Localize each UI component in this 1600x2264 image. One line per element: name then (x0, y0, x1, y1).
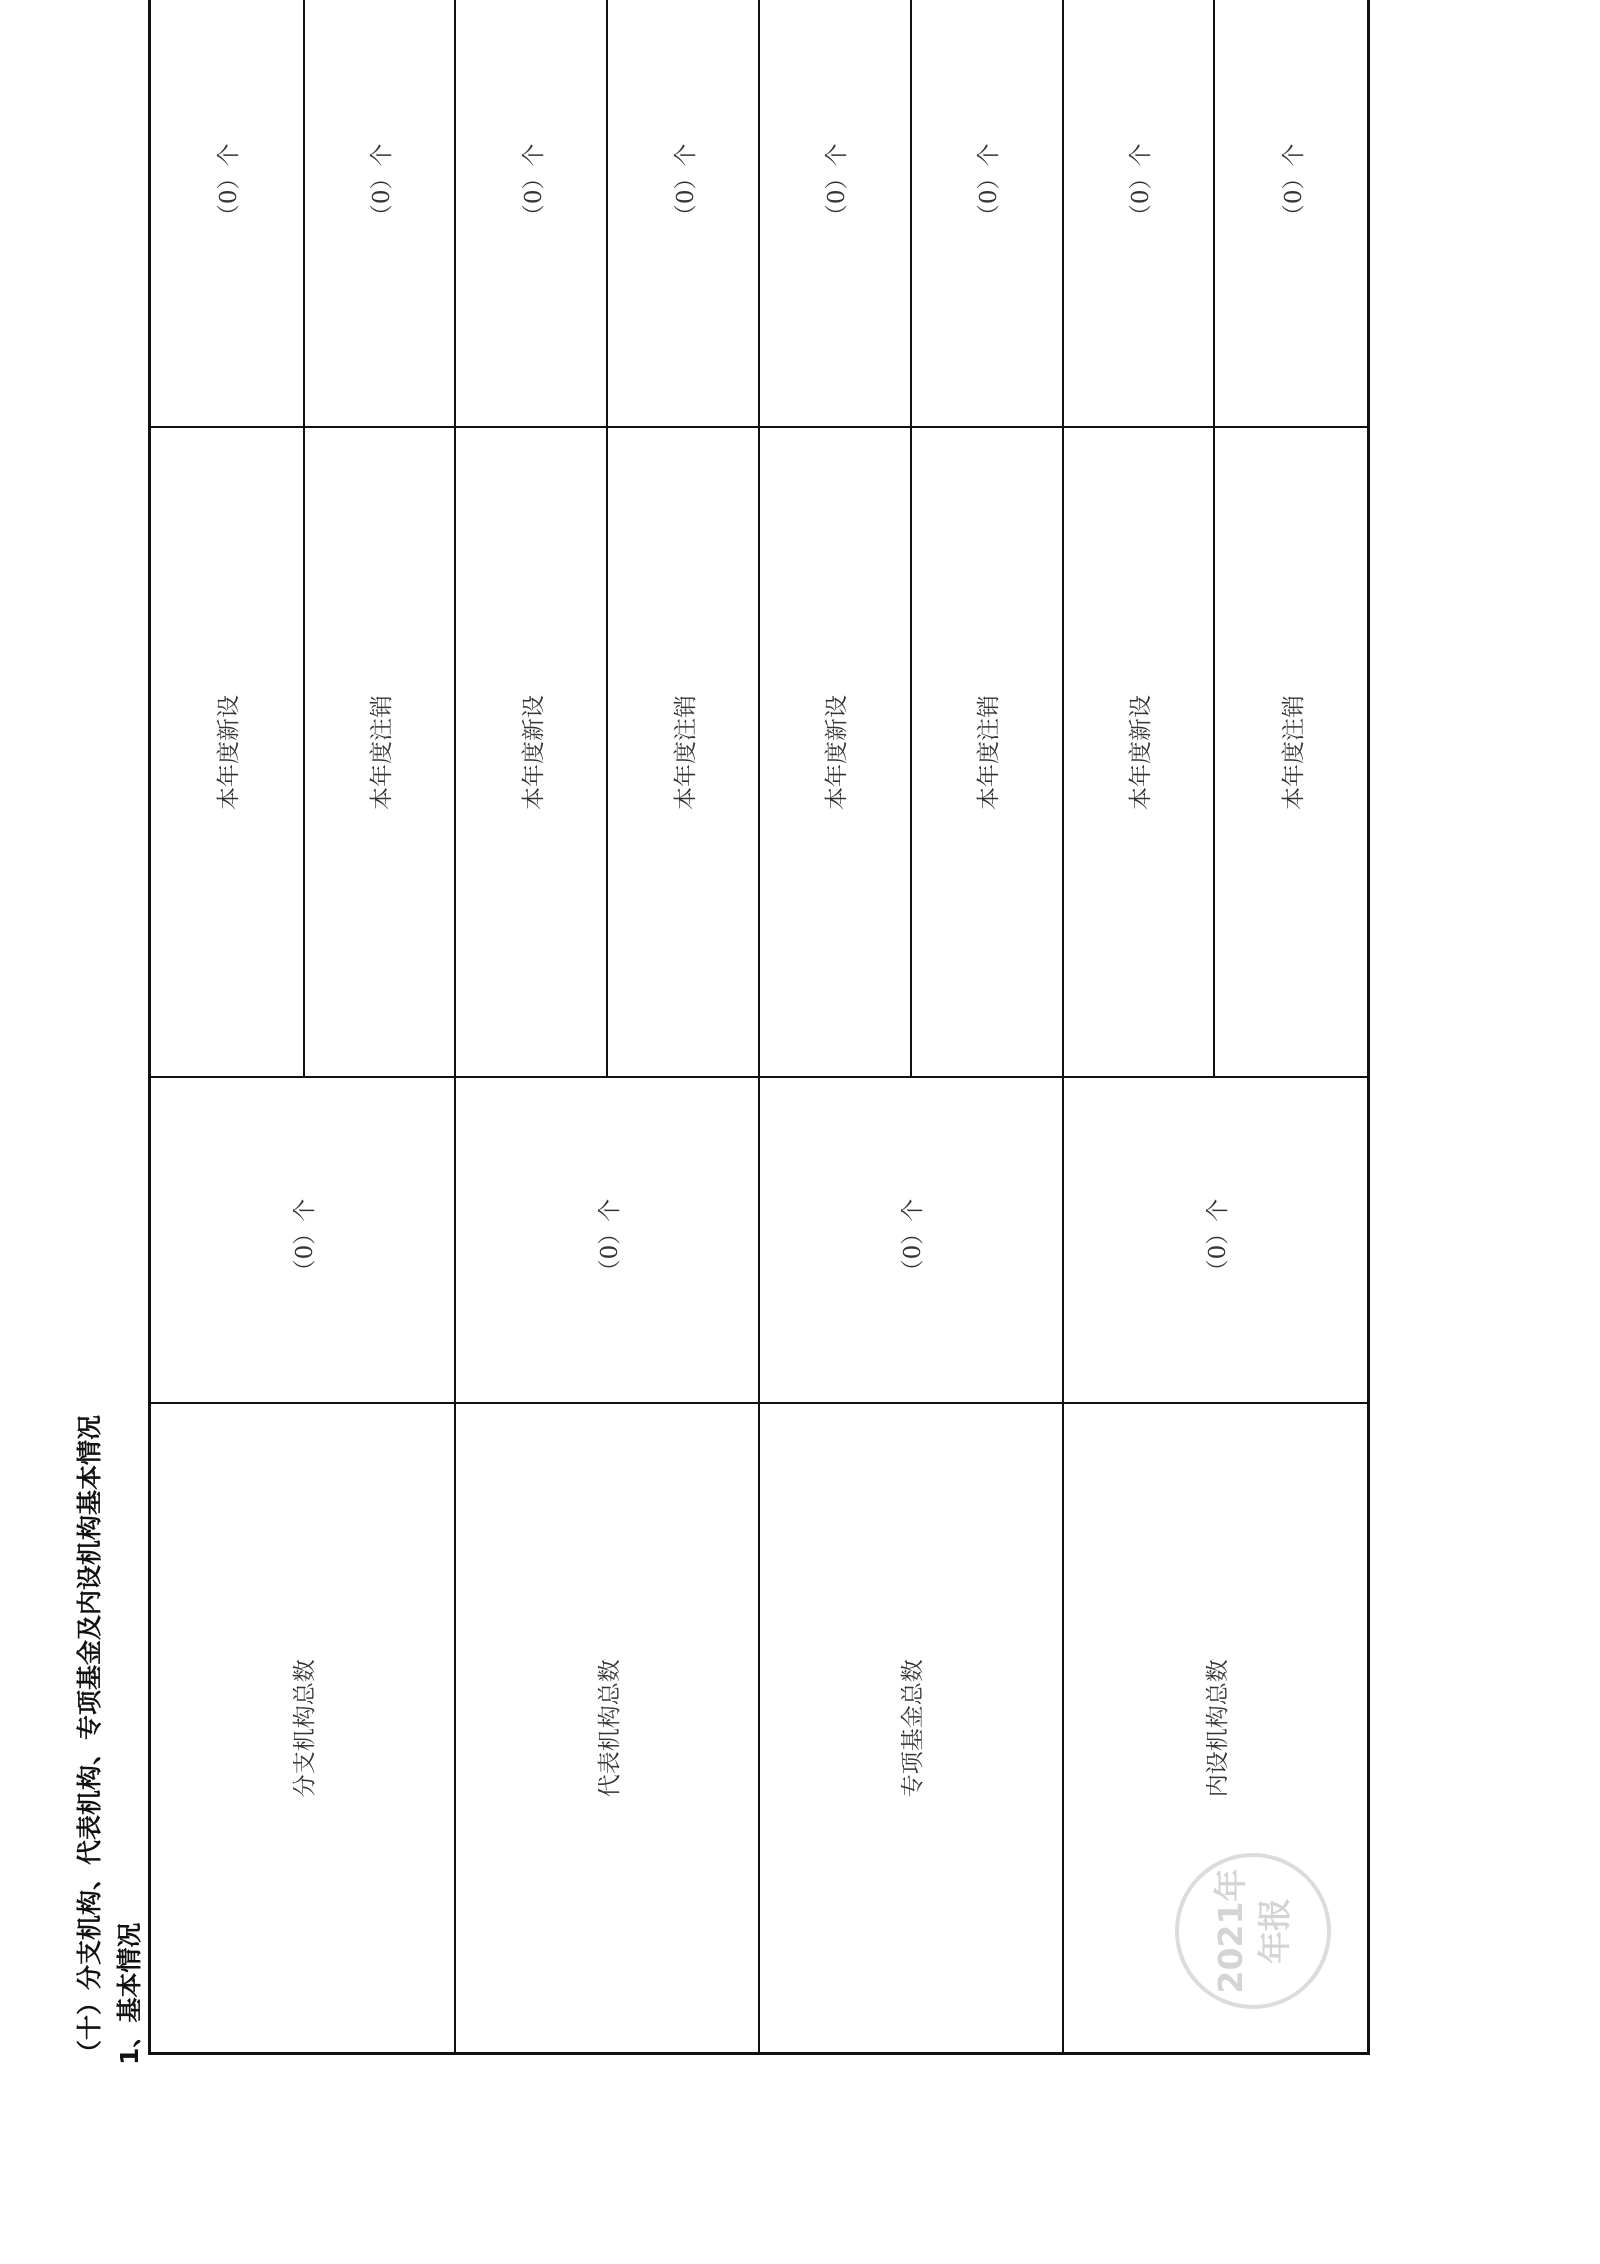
total-value: （0）个 (455, 1078, 759, 1404)
cancel-value: （0）个 (911, 0, 1063, 428)
total-value: （0）个 (1063, 1078, 1369, 1404)
row-label: 专项基金总数 (759, 1404, 1063, 2054)
cancel-value: （0）个 (1214, 0, 1368, 428)
cancel-label: 本年度注销 (607, 428, 759, 1078)
row-label: 内设机构总数 (1063, 1404, 1369, 2054)
total-value: （0）个 (759, 1078, 1063, 1404)
section-heading: （十）分支机构、代表机构、专项基金及内设机构基本情况 (75, 1414, 104, 2065)
institutions-table (148, 0, 1370, 2055)
cancel-value: （0）个 (607, 0, 759, 428)
row-label: 分支机构总数 (150, 1404, 456, 2054)
row-label: 代表机构总数 (455, 1404, 759, 2054)
annual-report-stamp (1175, 1853, 1331, 2009)
new-value: （0）个 (759, 0, 911, 428)
new-label: 本年度新设 (759, 428, 911, 1078)
table-row (1063, 0, 1215, 2054)
cancel-label: 本年度注销 (1214, 428, 1368, 1078)
new-value: （0）个 (1063, 0, 1215, 428)
stamp-line-2: 年报 (1255, 1898, 1294, 1964)
cancel-label: 本年度注销 (304, 428, 456, 1078)
stamp-line-1: 2021年 (1211, 1868, 1250, 1994)
total-value: （0）个 (150, 1078, 456, 1404)
new-label: 本年度新设 (1063, 428, 1215, 1078)
new-value: （0）个 (150, 0, 304, 428)
table-row (759, 0, 911, 2054)
table-row (455, 0, 607, 2054)
cancel-label: 本年度注销 (911, 428, 1063, 1078)
section-subheading: 1、基本情况 (115, 1922, 144, 2065)
new-value: （0）个 (455, 0, 607, 428)
table-row (150, 0, 304, 2054)
new-label: 本年度新设 (455, 428, 607, 1078)
cancel-value: （0）个 (304, 0, 456, 428)
new-label: 本年度新设 (150, 428, 304, 1078)
